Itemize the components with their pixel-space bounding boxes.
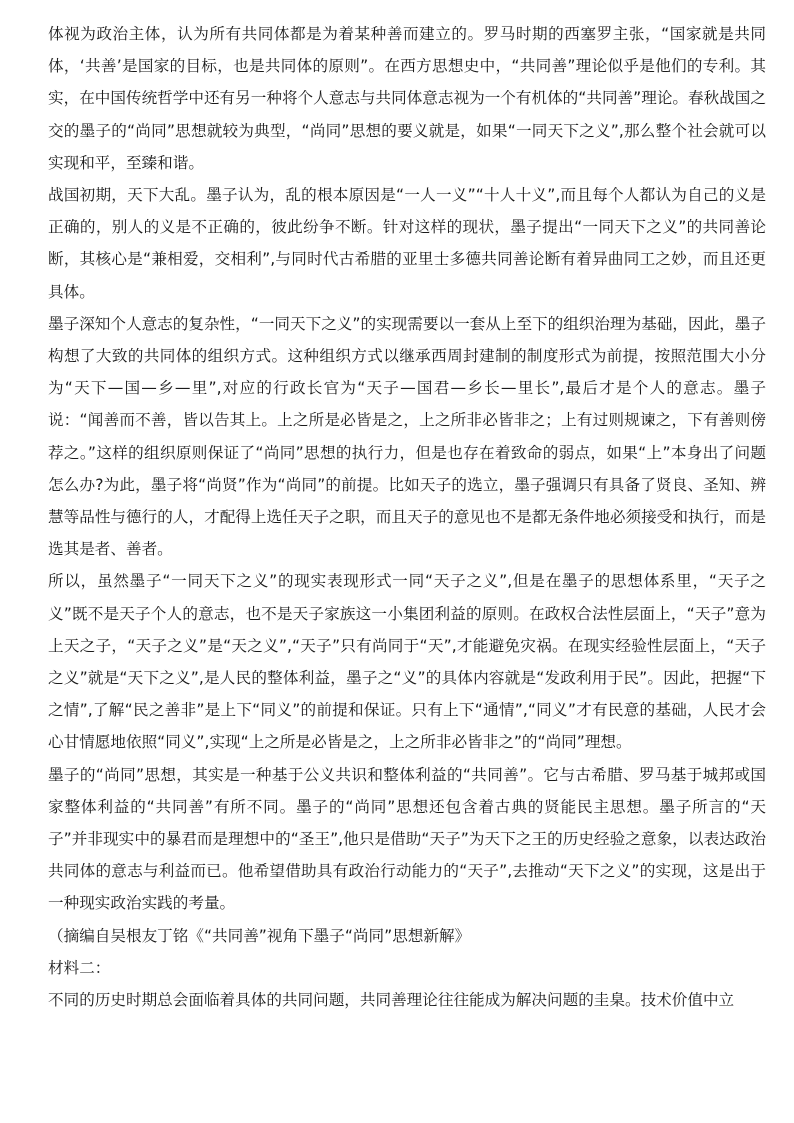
source-citation: （摘编自吴根友丁铭《“共同善”视角下墨子“尚同”思想新解》 (48, 926, 471, 945)
paragraph-warring-states-chaos: 战国初期，天下大乱。墨子认为，乱的根本原因是“一人一义”“十人十义”,而且每个人都认为自己的义是正确的，别人的义是不正确的，彼此纷争不断。针对这样的现状，墨子提出“一同天下之义”的共同善论断，其核心是“兼相爱，交相利”,与同时代古希腊的亚里士多德共同善论断有着异曲同工之妙，而且还更具体。 (48, 186, 766, 301)
paragraph-shangtong-summary: 墨子的“尚同”思想，其实是一种基于公义共识和整体利益的“共同善”。它与古希腊、罗马基于城邦或国家整体利益的“共同善”有所不同。墨子的“尚同”思想还包含着古典的贤能民主思想。墨子所言的“天子”并非现实中的暴君而是理想中的“圣王”,他只是借助“天子”为天下之王的历史经验之意象，以表达政治共同体的意志与利益而已。他希望借助具有政治行动能力的“天子”,去推动“天下之义”的实现，这是出于一种现实政治实践的考量。 (48, 765, 766, 913)
section-heading-material-two: 材料二： (48, 958, 111, 977)
paragraph-organization-structure: 墨子深知个人意志的复杂性，“一同天下之义”的实现需要以一套从上至下的组织治理为基础，因此，墨子构想了大致的共同体的组织方式。这种组织方式以继承西周封建制的制度形式为前提，按照范围大小分为“天下—国—乡—里”,对应的行政长官为“天子—国君—乡长—里长”,最后才是个人的意志。墨子说：“闻善而不善，皆以告其上。上之所是必皆是之，上之所非必皆非之；上有过则规谏之，下有善则傍荐之。”这样的组织原则保证了“尚同”思想的执行力，但是也存在着致命的弱点，如果“上”本身出了问题怎么办?为此，墨子将“尚贤”作为“尚同”的前提。比如天子的选立，墨子强调只有具备了贤良、圣知、辨慧等品性与德行的人，才配得上选任天子之职，而且天子的意见也不是都无条件地必须接受和执行，而是选其是者、善者。 (48, 314, 766, 559)
paragraph-tianzi-zhiyi: 所以，虽然墨子“一同天下之义”的现实表现形式一同“天子之义”,但是在墨子的思想体系里，“天子之义”既不是天子个人的意志，也不是天子家族这一小集团利益的原则。在政权合法性层面上，“天子”意为上天之子，“天子之义”是“天之义”,“天子”只有尚同于“天”,才能避免灾祸。在现实经验性层面上，“天子之义”就是“天下之义”,是人民的整体利益，墨子之“义”的具体内容就是“发政利用于民”。因此，把握“下之情”,了解“民之善非”是上下“同义”的前提和保证。只有上下“通情”,“同义”才有民意的基础，人民才会心甘情愿地依照“同义”,实现“上之所是必皆是之，上之所非必皆非之”的“尚同”理想。 (48, 572, 766, 752)
paragraph-xisailuo-common-good: 体视为政治主体，认为所有共同体都是为着某种善而建立的。罗马时期的西塞罗主张，“国家就是共同体，‘共善’是国家的目标，也是共同体的原则”。在西方思想史中，“共同善”理论似乎是他们的专利。其实，在中国传统哲学中还有另一种将个人意志与共同体意志视为一个有机体的“共同善”理论。春秋战国之交的墨子的“尚同”思想就较为典型，“尚同”思想的要义就是，如果“一同天下之义”,那么整个社会就可以实现和平，至臻和谐。 (48, 25, 766, 172)
paragraph-material-two-opening: 不同的历史时期总会面临着具体的共同问题，共同善理论往往能成为解决问题的圭臬。技术价值中立 (48, 991, 735, 1010)
